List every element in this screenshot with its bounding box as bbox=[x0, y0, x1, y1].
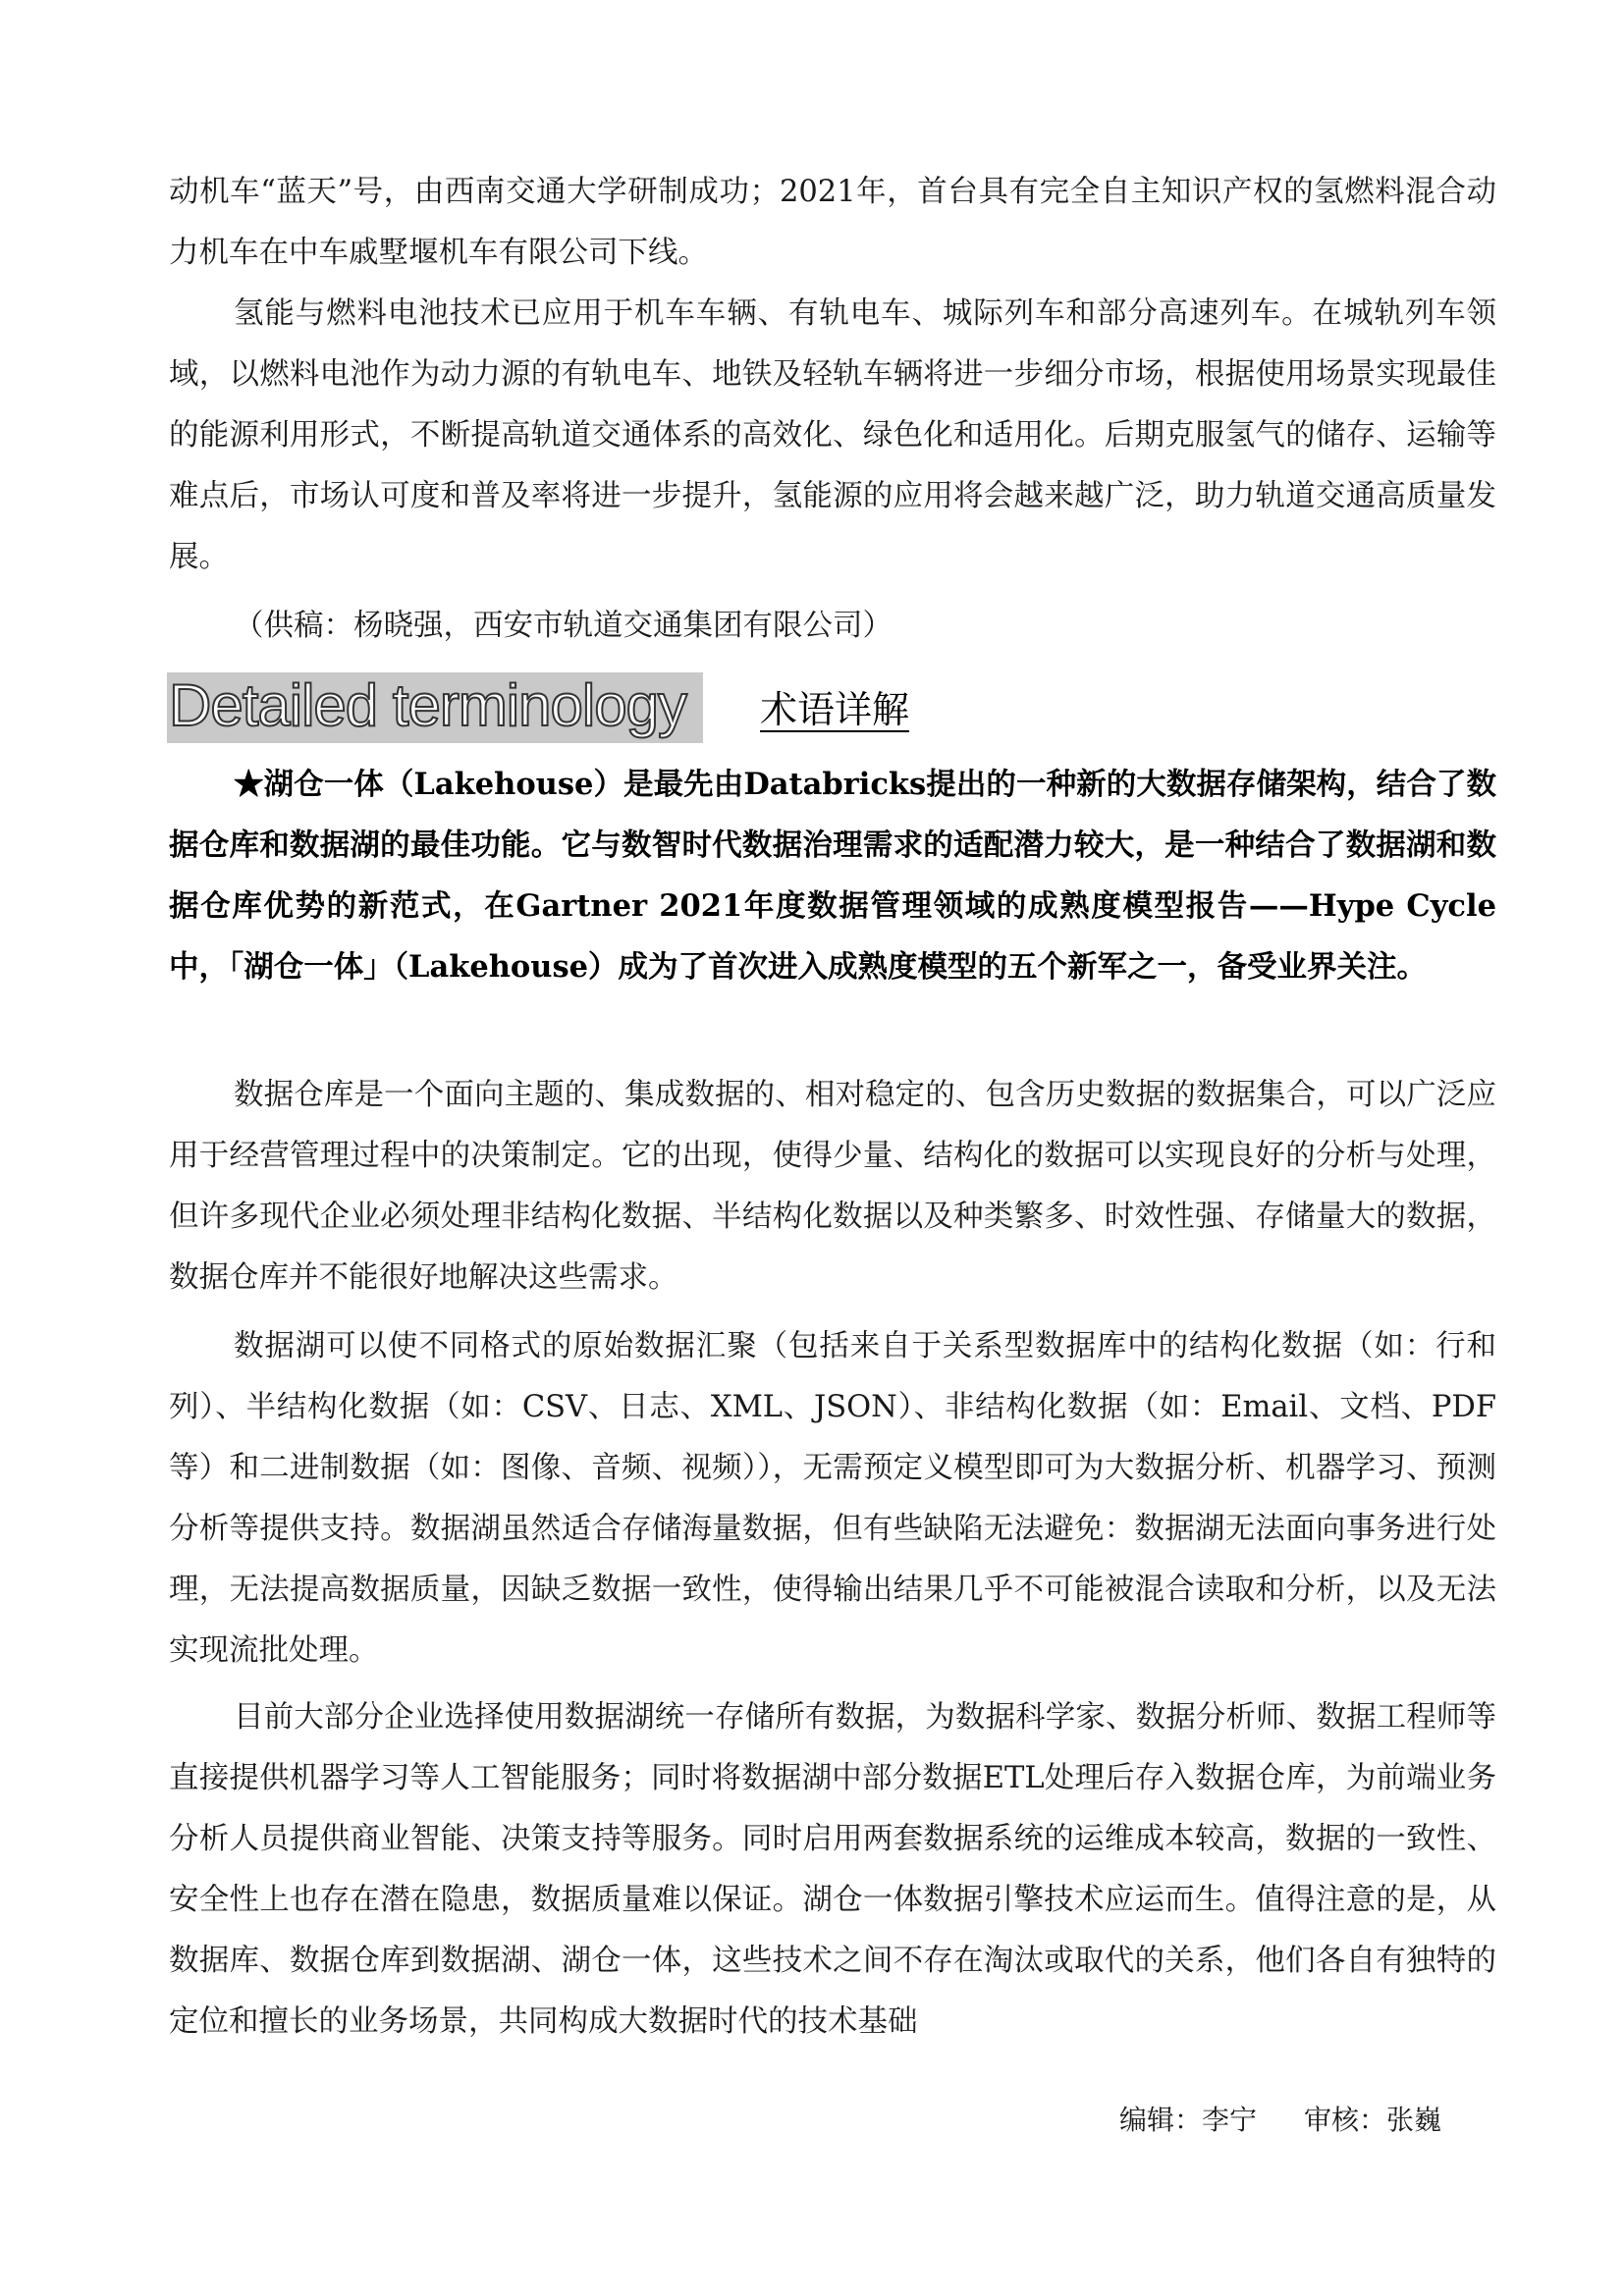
paragraph-data-warehouse: 数据仓库是一个面向主题的、集成数据的、相对稳定的、包含历史数据的数据集合，可以广泛应用于经营管理过程中的决策制定。它的出现，使得少量、结构化的数据可以实现良好的分析与处理，但许多现代企业必须处理非结构化数据、半结构化数据以及种类繁多、时效性强、存储量大的数据，数据仓库并不能很好地解决这些需求。 bbox=[169, 1078, 1496, 1295]
term-definition-lakehouse: ★湖仓一体（Lakehouse）是最先由Databricks提出的一种新的大数据存储架构，结合了数据仓库和数据湖的最佳功能。它与数智时代数据治理需求的适配潜力较大，是一种结合了数据湖和数据仓库优势的新范式，在Gartner 2021年度数据管理领域的成熟度模型报告——Hype Cycle中，「湖仓一体」（Lakehouse）成为了首次进入成熟度模型的五个新军之一，备受业界关注。 bbox=[169, 767, 1496, 985]
footer-reviewer: 审核：张巍 bbox=[1304, 2104, 1442, 2136]
paragraph-data-lake: 数据湖可以使不同格式的原始数据汇聚（包括来自于关系型数据库中的结构化数据（如：行和列）、半结构化数据（如：CSV、日志、XML、JSON）、非结构化数据（如：Email、文档、PDF等）和二进制数据（如：图像、音频、视频）），无需预定义模型即可为大数据分析、机器学习、预测分析等提供支持。数据湖虽然适合存储海量数据，但有些缺陷无法避免：数据湖无法面向事务进行处理，无法提高数据质量，因缺乏数据一致性，使得输出结果几乎不可能被混合读取和分析，以及无法实现流批处理。 bbox=[169, 1329, 1496, 1668]
terminology-section-header bbox=[167, 672, 1620, 751]
paragraph-continuation: 动机车“蓝天”号，由西南交通大学研制成功；2021年，首台具有完全自主知识产权的氢燃料混合动力机车在中车戚墅堰机车有限公司下线。 bbox=[169, 175, 1496, 270]
paragraph-enterprise-usage: 目前大部分企业选择使用数据湖统一存储所有数据，为数据科学家、数据分析师、数据工程师等直接提供机器学习等人工智能服务；同时将数据湖中部分数据ETL处理后存入数据仓库，为前端业务分析人员提供商业智能、决策支持等服务。同时启用两套数据系统的运维成本较高，数据的一致性、安全性上也存在潜在隐患，数据质量难以保证。湖仓一体数据引擎技术应运而生。值得注意的是，从数据库、数据仓库到数据湖、湖仓一体，这些技术之间不存在淘汰或取代的关系，他们各自有独特的定位和擅长的业务场景，共同构成大数据时代的技术基础 bbox=[169, 1700, 1496, 2039]
header-cn-title: 术语详解 bbox=[760, 688, 910, 731]
header-en-title: Detailed terminology bbox=[169, 672, 686, 738]
editor-footer bbox=[1119, 2101, 1441, 2140]
contributor-credit: （供稿：杨晓强，西安市轨道交通集团有限公司） bbox=[234, 609, 893, 643]
footer-editor: 编辑：李宁 bbox=[1119, 2104, 1258, 2136]
paragraph-hydrogen-application: 氢能与燃料电池技术已应用于机车车辆、有轨电车、城际列车和部分高速列车。在城轨列车领域，以燃料电池作为动力源的有轨电车、地铁及轻轨车辆将进一步细分市场，根据使用场景实现最佳的能源利用形式，不断提高轨道交通体系的高效化、绿色化和适用化。后期克服氢气的储存、运输等难点后，市场认可度和普及率将进一步提升，氢能源的应用将会越来越广泛，助力轨道交通高质量发展。 bbox=[169, 296, 1496, 574]
